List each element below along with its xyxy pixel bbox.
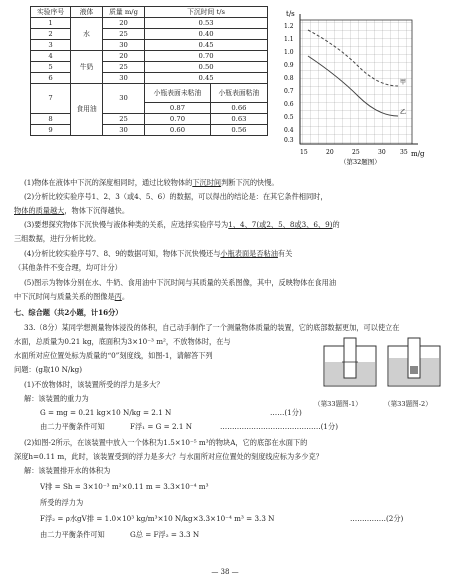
q33-q1: (1)不放物体时，该装置所受的浮力是多大？ — [24, 380, 164, 389]
curve-label: 甲 — [400, 79, 407, 86]
cell: 6 — [31, 73, 71, 84]
sol-6: 所受的浮力为 — [40, 498, 84, 507]
q32-part3-cont: 三组数据，进行分析比较。 — [14, 234, 101, 243]
q33-intro-4: 问题：(g取10 N/kg) — [14, 365, 83, 374]
cell: 25 — [102, 62, 144, 73]
q32-part1 — [24, 178, 428, 187]
cell: 0.40 — [145, 29, 268, 40]
cell: 25 — [102, 29, 144, 40]
text: 。 — [121, 292, 130, 301]
answer: 丙 — [114, 292, 122, 301]
text: 有关 — [277, 249, 293, 258]
x-tick: 25 — [352, 149, 360, 156]
answer: 下沉时间 — [192, 178, 222, 187]
q33-q2-cont: 深度h=0.11 m，此时，该装置受到的浮力是多大？与水面所对应位置处的刻度线应标为多少克？ — [14, 452, 323, 461]
sol-3: 由二力平衡条件可知 — [40, 422, 105, 431]
answer: 物体的质量越大 — [14, 206, 65, 215]
cell: 25 — [102, 114, 144, 125]
curve-label: 乙 — [400, 109, 407, 116]
figure-33-2-svg — [384, 336, 444, 391]
cell-liquid: 牛奶 — [71, 51, 103, 84]
y-tick: 1.0 — [284, 49, 294, 56]
x-tick: 20 — [326, 149, 334, 156]
cell: 3 — [31, 40, 71, 51]
table-header: 下沉时间 t/s — [145, 7, 268, 18]
table-row — [31, 84, 268, 103]
cell: 30 — [102, 73, 144, 84]
cell: 0.63 — [210, 114, 267, 125]
cell: 5 — [31, 62, 71, 73]
text: 中下沉时间与质量关系的图像是 — [14, 292, 115, 301]
cell: 0.60 — [145, 125, 211, 136]
cell: 9 — [31, 125, 71, 136]
cell: 1 — [31, 18, 71, 29]
cell: 0.53 — [145, 18, 268, 29]
table-header: 质量 m/g — [102, 7, 144, 18]
cell-liquid: 水 — [71, 18, 103, 51]
figure-33-2-caption: （第33题图-2） — [384, 400, 432, 408]
cell-liquid: 食用油 — [71, 84, 103, 136]
cell: 8 — [31, 114, 71, 125]
table-header: 实验序号 — [31, 7, 71, 18]
q32-part3 — [24, 220, 428, 229]
q32-part4 — [24, 249, 428, 258]
sol-3-eq: F浮₁ = G = 2.1 N — [130, 422, 192, 431]
cell: 0.50 — [145, 62, 268, 73]
cell: 0.66 — [210, 103, 267, 114]
table-row — [31, 18, 268, 29]
table-row — [31, 40, 268, 51]
sol-7: F浮₂ = ρ水gV排 = 1.0×10³ kg/m³×10 N/kg×3.3×10⁻⁴ m³ = 3.3 N — [40, 514, 275, 523]
cell: 0.56 — [210, 125, 267, 136]
y-tick: 0.3 — [284, 137, 294, 144]
y-label: t/s — [286, 10, 295, 18]
table-row — [31, 114, 268, 125]
cell: 0.70 — [145, 51, 268, 62]
sol-5: V排 = Sh = 3×10⁻³ m²×0.11 m = 3.3×10⁻⁴ m³ — [40, 482, 209, 491]
cell: 0.70 — [145, 114, 211, 125]
q32-part4-note: （其他条件不变合理，均可计分） — [14, 263, 122, 272]
q33-intro: 33.（8分）某同学想测量物体浸没的体积，自己动手制作了一个测量物体质量的装置，它的底部数据更加，可以使立在 — [24, 323, 400, 332]
cell: 20 — [102, 51, 144, 62]
table-row — [31, 73, 268, 84]
cell: 2 — [31, 29, 71, 40]
q32-part5-cont — [14, 292, 418, 301]
cell: 0.87 — [145, 103, 211, 114]
experiment-table — [30, 6, 268, 136]
q32-part5: (5)图示为物体分别在水、牛奶、食用油中下沉时间与其质量的关系图像，其中，反映物体在食用油 — [24, 278, 337, 287]
cell: 30 — [102, 84, 144, 114]
cell: 4 — [31, 51, 71, 62]
figure-33-1-caption: （第33题图-1） — [314, 400, 362, 408]
sub-header: 小瓶表面粘油 — [210, 84, 267, 103]
cell: 0.45 — [145, 73, 268, 84]
q33-q2: (2)如图-2所示，在该装置中放入一个体积为1.5×10⁻⁵ m³的物块A，它的底部在水面下的 — [24, 438, 308, 447]
q32-part2-answer — [14, 206, 418, 215]
table-header-row — [31, 7, 268, 18]
sol-2-points: ……(1分) — [270, 408, 302, 417]
cell: 30 — [102, 40, 144, 51]
table-row — [31, 51, 268, 62]
sol-1: 解：该装置的重力为 — [24, 394, 89, 403]
graph-caption: （第32题图） — [340, 158, 381, 166]
text: 的 — [332, 220, 340, 229]
sol-8: 由二力平衡条件可知 — [40, 530, 105, 539]
figure-33-1-svg — [320, 336, 380, 391]
q33-intro-3: 水面所对应位置处标为质量的“0”刻度线，如图-1，请解答下列 — [14, 351, 213, 360]
section-title: 七、综合题（共2小题，计16分） — [14, 308, 123, 317]
sol-4: 解：该装置排开水的体积为 — [24, 466, 111, 475]
cell: 20 — [102, 18, 144, 29]
x-tick: 35 — [400, 149, 408, 156]
sub-header: 小瓶表面未粘油 — [145, 84, 211, 103]
time-mass-graph — [278, 6, 428, 166]
sol-2: G = mg = 0.21 kg×10 N/kg = 2.1 N — [40, 408, 172, 417]
sol-3-points: ……………………………………(1分) — [220, 422, 338, 431]
q33-intro-2: 水面，总质量为0.21 kg，底面积为3×10⁻³ m²，不放物体时，在与 — [14, 337, 231, 346]
grid — [300, 20, 412, 144]
sol-8-eq: G总 = F浮₂ = 3.3 N — [130, 530, 200, 539]
y-tick: 0.4 — [284, 127, 294, 134]
text: (1)物体在液体中下沉的深度相同时，通过比较物体的 — [24, 178, 193, 187]
answer: 小瓶表面是否粘油 — [220, 249, 278, 258]
cell: 7 — [31, 84, 71, 114]
y-tick: 1.2 — [284, 23, 294, 30]
x-tick: 15 — [300, 149, 308, 156]
text: ，物体下沉得越快。 — [64, 206, 130, 215]
text: (4)分析比较实验序号7、8、9的数据可知，物体下沉快慢还与 — [24, 249, 221, 258]
y-tick: 0.5 — [284, 114, 294, 121]
y-tick: 1.1 — [284, 36, 294, 43]
sol-7-points: ……………(2分) — [350, 514, 404, 523]
y-tick: 0.8 — [284, 75, 294, 82]
y-tick: 0.7 — [284, 88, 294, 95]
graph-svg — [278, 6, 428, 166]
cell: 30 — [102, 125, 144, 136]
y-tick: 0.9 — [284, 62, 294, 69]
q32-part2: (2)分析比较实验序号1、2、3（或4、5、6）的数据，可以得出的结论是：在其它条件相同时， — [24, 192, 328, 201]
table-row — [31, 29, 268, 40]
x-tick: 30 — [378, 149, 386, 156]
page-number: — 38 — — [211, 568, 239, 576]
text: (3)要想探究物体下沉快慢与液体种类的关系，应选择实验序号为 — [24, 220, 229, 229]
cell: 0.45 — [145, 40, 268, 51]
table-header: 液体 — [71, 7, 103, 18]
table-row — [31, 125, 268, 136]
answer: 1、4、7(或2、5、8或3、6、9) — [228, 220, 333, 229]
x-label: m/g — [411, 150, 425, 158]
text: 判断下沉的快慢。 — [221, 178, 279, 187]
table-row — [31, 62, 268, 73]
y-tick: 0.6 — [284, 101, 294, 108]
